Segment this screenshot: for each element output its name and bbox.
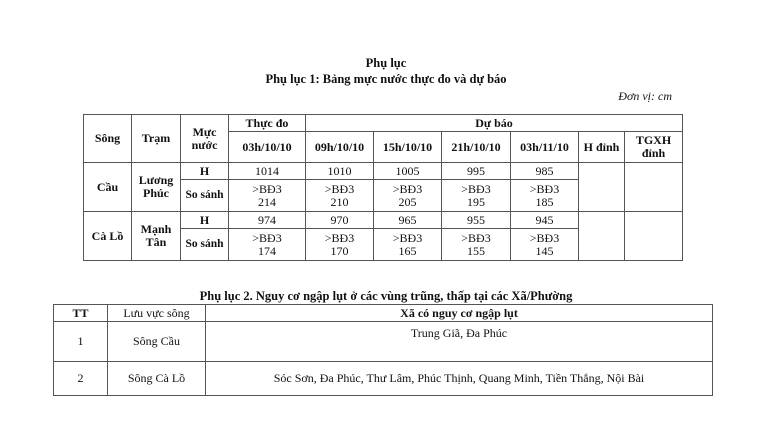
compare-tag: >BĐ3 [392, 230, 423, 245]
header-thuc-do: Thực đo [229, 115, 306, 132]
compare-value: 155 [467, 243, 485, 258]
compare-tag: >BĐ3 [529, 230, 560, 245]
compare-cell [374, 229, 442, 261]
row-label-h: H [181, 212, 229, 229]
row-label-so-sanh: So sánh [181, 229, 229, 261]
h-dinh-cell [579, 163, 625, 212]
header-luu-vuc: Lưu vực sông [108, 305, 206, 322]
row-label-h: H [181, 163, 229, 180]
tgxh-dinh-cell [625, 163, 683, 212]
water-level-table [83, 114, 683, 261]
h-value: 1010 [306, 163, 374, 180]
appendix-1-title: Phụ lục 1: Bảng mực nước thực đo và dự báo [265, 72, 507, 86]
station-name: Mạnh Tân [132, 212, 181, 261]
appendix-title: Phụ lục [365, 56, 407, 70]
compare-value: 170 [330, 243, 349, 258]
header-time-0: 03h/10/10 [229, 132, 306, 163]
header-tram: Trạm [132, 115, 181, 163]
compare-value: 205 [398, 194, 417, 209]
compare-cell [306, 180, 374, 212]
header-time-3: 21h/10/10 [442, 132, 511, 163]
h-value: 945 [511, 212, 579, 229]
header-tt: TT [54, 305, 108, 322]
commune-list: Trung Giã, Đa Phúc [206, 322, 713, 362]
header-tgxh-dinh: TGXH đỉnh [625, 132, 683, 163]
compare-cell [306, 229, 374, 261]
compare-tag: >BĐ3 [252, 181, 282, 196]
header-time-4: 03h/11/10 [511, 132, 579, 163]
h-value: 965 [374, 212, 442, 229]
compare-tag: >BĐ3 [324, 181, 355, 196]
header-h-dinh: H đỉnh [579, 132, 625, 163]
h-value: 1005 [374, 163, 442, 180]
compare-value: 165 [398, 243, 417, 258]
river-name: Cà Lồ [84, 212, 132, 261]
row-index: 1 [54, 322, 108, 362]
row-index: 2 [54, 362, 108, 396]
compare-value: 195 [467, 194, 485, 209]
h-value: 955 [442, 212, 511, 229]
appendix-2-title: Phụ lục 2. Nguy cơ ngập lụt ở các vùng trũng, thấp tại các Xã/Phường [199, 289, 573, 303]
header-xa: Xã có nguy cơ ngập lụt [206, 305, 713, 322]
header-du-bao: Dự báo [306, 115, 683, 132]
compare-tag: >BĐ3 [392, 181, 423, 196]
compare-value: 174 [258, 243, 276, 258]
compare-tag: >BĐ3 [252, 230, 282, 245]
compare-cell [511, 229, 579, 261]
unit-label: Đơn vị: cm [618, 89, 672, 103]
compare-cell [511, 180, 579, 212]
compare-cell [374, 180, 442, 212]
tgxh-dinh-cell [625, 212, 683, 261]
h-value: 985 [511, 163, 579, 180]
compare-tag: >BĐ3 [461, 230, 491, 245]
h-value: 1014 [229, 163, 306, 180]
flood-risk-table [53, 304, 713, 396]
h-value: 974 [229, 212, 306, 229]
h-dinh-cell [579, 212, 625, 261]
row-label-so-sanh: So sánh [181, 180, 229, 212]
header-song: Sông [84, 115, 132, 163]
commune-list: Sóc Sơn, Đa Phúc, Thư Lâm, Phúc Thịnh, Quang Minh, Tiền Thắng, Nội Bài [206, 362, 713, 396]
basin-name: Sông Cầu [108, 322, 206, 362]
compare-value: 185 [535, 194, 554, 209]
compare-tag: >BĐ3 [461, 181, 491, 196]
h-value: 970 [306, 212, 374, 229]
compare-cell [229, 180, 306, 212]
compare-value: 210 [330, 194, 349, 209]
compare-cell [442, 180, 511, 212]
compare-cell [442, 229, 511, 261]
compare-tag: >BĐ3 [324, 230, 355, 245]
header-muc-nuoc: Mực nước [181, 115, 229, 163]
compare-tag: >BĐ3 [529, 181, 560, 196]
header-time-1: 09h/10/10 [306, 132, 374, 163]
compare-value: 214 [258, 194, 276, 209]
station-name: Lương Phúc [132, 163, 181, 212]
basin-name: Sông Cà Lồ [108, 362, 206, 396]
river-name: Cầu [84, 163, 132, 212]
h-value: 995 [442, 163, 511, 180]
header-time-2: 15h/10/10 [374, 132, 442, 163]
compare-cell [229, 229, 306, 261]
compare-value: 145 [535, 243, 554, 258]
